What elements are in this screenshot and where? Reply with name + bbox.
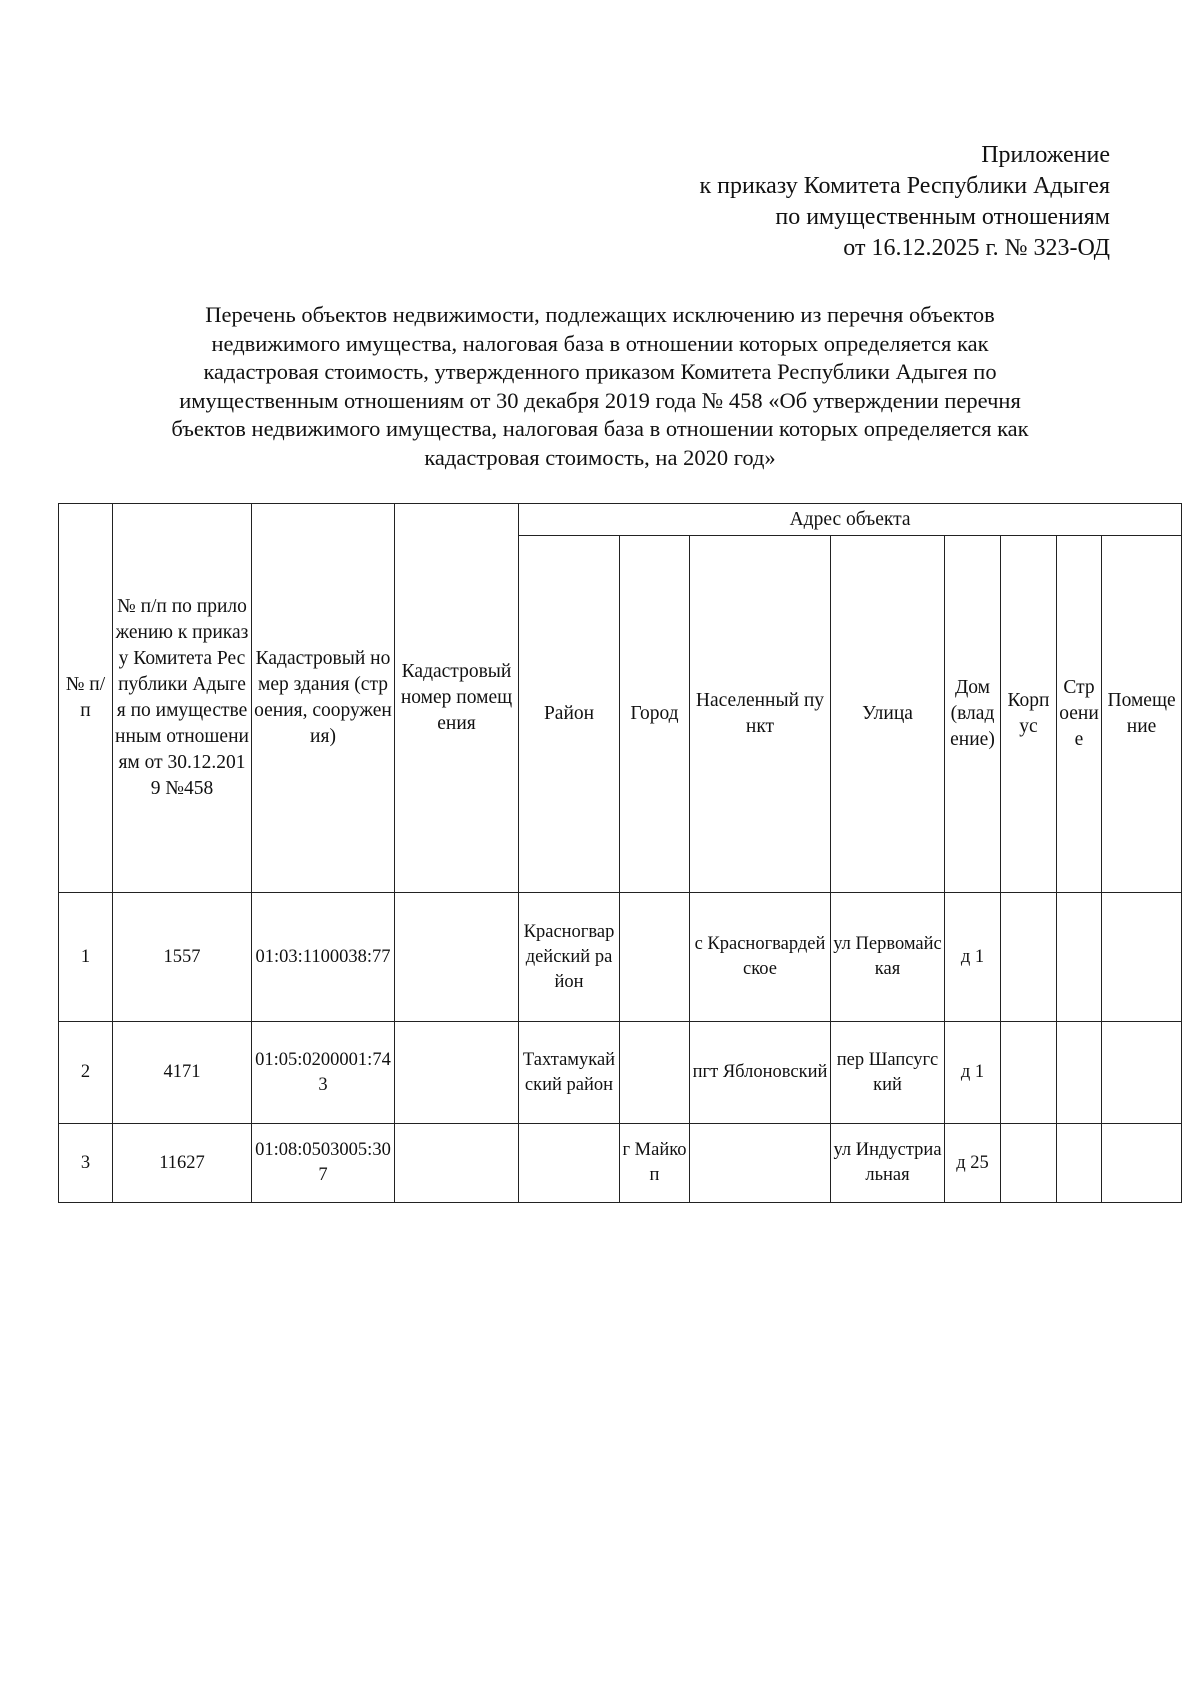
cell-building-cadastral: 01:05:0200001:743 [252, 1022, 395, 1124]
cell-building-cadastral: 01:08:0503005:307 [252, 1124, 395, 1203]
cell-pomeshchenie [1102, 1022, 1182, 1124]
header-address: Адрес объекта [519, 504, 1182, 536]
table-row [59, 1022, 1182, 1124]
title-line-5: бъектов недвижимого имущества, налоговая база в отношении которых определяется как [171, 416, 1029, 441]
cell-pomeshchenie [1102, 893, 1182, 1022]
header-city: Город [620, 536, 690, 893]
header-settlement: Населенный пункт [690, 536, 831, 893]
cell-stroenie [1057, 1124, 1102, 1203]
appendix-line-1: Приложение [981, 142, 1110, 168]
header-building-cadastral: Кадастровый номер здания (строения, сооружения) [252, 504, 395, 893]
cell-num: 3 [59, 1124, 113, 1203]
cell-building-cadastral: 01:03:1100038:77 [252, 893, 395, 1022]
cell-korpus [1001, 1022, 1057, 1124]
cell-house: д 25 [945, 1124, 1001, 1203]
cell-district: Красногвардейский район [519, 893, 620, 1022]
table-row [59, 893, 1182, 1022]
cell-appendix-num: 11627 [113, 1124, 252, 1203]
cell-street: ул Первомайская [831, 893, 945, 1022]
appendix-block [699, 140, 1110, 264]
header-district: Район [519, 536, 620, 893]
appendix-line-4: от 16.12.2025 г. № 323-ОД [843, 235, 1110, 261]
cell-city: г Майкоп [620, 1124, 690, 1203]
cell-appendix-num: 1557 [113, 893, 252, 1022]
title-line-2: недвижимого имущества, налоговая база в отношении которых определяется как [211, 330, 989, 356]
cell-street: пер Шапсугский [831, 1022, 945, 1124]
cell-num: 2 [59, 1022, 113, 1124]
cell-house: д 1 [945, 1022, 1001, 1124]
header-pomeshchenie: Помещение [1102, 536, 1182, 893]
header-korpus: Корпус [1001, 536, 1057, 893]
cell-house: д 1 [945, 893, 1001, 1022]
header-num: № п/п [59, 504, 113, 893]
cell-district: Тахтамукайский район [519, 1022, 620, 1124]
header-appendix-num: № п/п по приложению к приказу Комитета Республики Адыгея по имущественным отношениям от 30.12.2019 №458 [113, 504, 252, 893]
header-street: Улица [831, 536, 945, 893]
cell-settlement: с Красногвардейское [690, 893, 831, 1022]
cell-city [620, 893, 690, 1022]
cell-stroenie [1057, 1022, 1102, 1124]
cell-room-cadastral [395, 1124, 519, 1203]
cell-settlement [690, 1124, 831, 1203]
cell-room-cadastral [395, 1022, 519, 1124]
title-line-6: кадастровая стоимость, на 2020 год» [424, 444, 776, 470]
cell-street: ул Индустриальная [831, 1124, 945, 1203]
cell-num: 1 [59, 893, 113, 1022]
title-line-1: Перечень объектов недвижимости, подлежащих исключению из перечня объектов [205, 302, 995, 327]
cell-settlement: пгт Яблоновский [690, 1022, 831, 1124]
cell-room-cadastral [395, 893, 519, 1022]
header-room-cadastral: Кадастровый номер помещения [395, 504, 519, 893]
header-stroenie: Строение [1057, 536, 1102, 893]
cell-appendix-num: 4171 [113, 1022, 252, 1124]
appendix-line-2: к приказу Комитета Республики Адыгея [699, 173, 1110, 199]
header-row-top [59, 504, 1182, 536]
cell-district [519, 1124, 620, 1203]
document-title [60, 301, 1140, 472]
title-line-3: кадастровая стоимость, утвержденного приказом Комитета Республики Адыгея по [203, 359, 997, 384]
title-line-4: имущественным отношениям от 30 декабря 2019 года № 458 «Об утверждении перечня [179, 387, 1021, 413]
cell-stroenie [1057, 893, 1102, 1022]
cell-city [620, 1022, 690, 1124]
appendix-line-3: по имущественным отношениям [775, 204, 1110, 230]
cell-korpus [1001, 1124, 1057, 1203]
cell-korpus [1001, 893, 1057, 1022]
objects-table [58, 503, 1182, 1203]
header-house: Дом (владение) [945, 536, 1001, 893]
cell-pomeshchenie [1102, 1124, 1182, 1203]
table-row [59, 1124, 1182, 1203]
